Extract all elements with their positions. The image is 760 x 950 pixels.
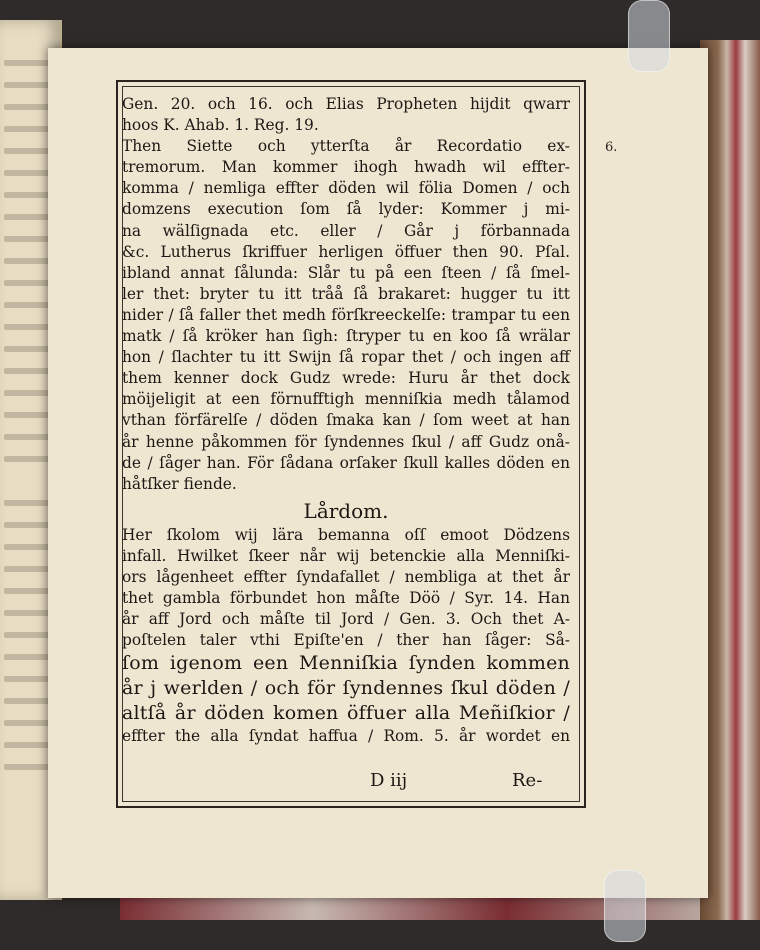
text-line: vthan förfärelſe / döden ſmaka kan / ſom weet at han [122,411,570,430]
text-line: Her ſkolom wij lära bemanna oſſ emoot Dödzens [122,525,570,544]
text-line: them kenner dock Gudz wrede: Huru år thet dock [122,369,570,388]
text-line: Gen. 20. och 16. och Elias Propheten hijdit qwarr [122,95,570,113]
text-line: möijeligit at een förnufftigh menniſkia medh tålamod [122,390,570,409]
text-line: ors lågenheet effter ſyndafallet / nembliga at thet år [122,567,570,586]
text-line: thet gambla förbundet hon måſte Döö / Syr. 14. Han [122,589,570,608]
emphasized-text-line: altſå år döden komen öffuer alla Meñiſkior / [122,702,570,725]
marbled-binding-edge [700,40,760,920]
main-text-block [122,94,570,747]
text-line: poſtelen taler vthi Epiſte'en / ther han ſåger: Så- [122,631,570,650]
text-line: ler thet: bryter tu itt tråå ſå brakaret: hugger tu itt [122,284,570,303]
text-line: &c. Lutherus ſkriffuer herligen öffuer then 90. Pſal. [122,242,570,261]
page-clip-top [628,0,670,72]
text-line: domzens execution ſom ſå lyder: Kommer j mi- [122,200,570,219]
emphasized-text-line: år j werlden / och för ſyndennes ſkul döden / [122,677,570,700]
text-line: håtſker fiende. [122,474,237,493]
catchword: Re- [512,770,543,791]
emphasized-text-line: ſom igenom een Menniſkia ſynden kommen [122,652,570,675]
text-line: effter the alla ſyndat haffua / Rom. 5. år wordet en [122,727,570,746]
text-line: år henne påkommen för ſyndennes ſkul / aff Gudz onå- [122,432,570,451]
text-line: ibland annat ſålunda: Slår tu på een ſteen / ſå ſmel- [122,263,570,282]
text-line: år aff Jord och måſte til Jord / Gen. 3. Och thet A- [122,610,570,629]
text-line: nider / ſå faller thet medh förſkreeckelſe: trampar tu een [122,305,570,324]
text-line: de / ſåger han. För ſådana orſaker ſkull kalles döden en [122,453,570,472]
text-line: infall. Hwilket ſkeer når wij betenckie alla Menniſki- [122,546,570,565]
text-line: na wälſignada etc. eller / Går j förbannada [122,221,570,240]
section-heading: Lårdom. [303,498,389,523]
text-line: tremorum. Man kommer ihogh hwadh wil effter- [122,158,570,177]
text-line: komma / nemliga effter döden wil fölia Domen / och [122,179,570,198]
page-clip-bottom [604,870,646,942]
text-line: hoos K. Ahab. 1. Reg. 19. [122,116,319,135]
folio-note: 6. [605,140,618,155]
text-line: matk / ſå kröker han ſigh: ſtryper tu en koo ſå wrälar [122,327,570,346]
text-line: Then Siette och ytterſta år Recordatio ex- [122,137,570,156]
text-line: hon / ſlachter tu itt Swijn ſå ropar thet / och ingen aff [122,348,570,367]
signature-mark: D iij [370,770,408,791]
